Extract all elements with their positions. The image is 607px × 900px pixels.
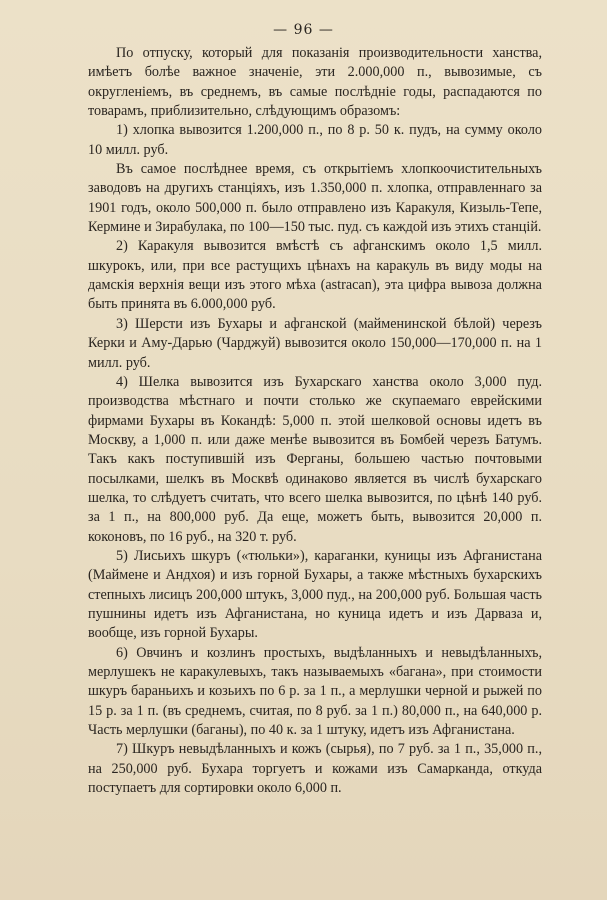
paragraph-cotton-factories: Въ самое послѣднее время, съ открытіемъ хлопкоочистительныхъ заводовъ на другихъ станціяхъ, изъ 1.350,000 п. хлопка, отправленнаго за 1901 годъ, около 500,000 п. было отправлено изъ Каракуля, Кизыль-Тепе, Кермине и Зирабулака, по 100—150 тыс. пуд. съ каждой изъ этихъ станцій. bbox=[88, 161, 542, 236]
paragraph-karakul: 2) Каракуля вывозится вмѣстѣ съ афганскимъ около 1,5 милл. шкурокъ, или, при все растущихъ цѣнахъ на каракуль въ виду моды на дамскія верхнія вещи изъ этого мѣха (astracan), эта цифра вывоза должна быть принята въ 6.000,000 руб. bbox=[88, 238, 542, 313]
paragraph-fox-skins: 5) Лисьихъ шкуръ («тюльки»), караганки, куницы изъ Афганистана (Маймене и Андхоя) и изъ горной Бухары, а также мѣстныхъ бухарскихъ степныхъ лисицъ 200,000 штукъ, 3,000 пуд., на 200,000 руб. Большая часть пушнины идетъ изъ Афганистана, но куница идетъ и изъ Дарваза и, вообще, изъ горной Бухары. bbox=[88, 547, 542, 642]
paragraph-cotton: 1) хлопка вывозится 1.200,000 п., по 8 р. 50 к. пудъ, на сумму около 10 милл. руб. bbox=[88, 122, 542, 158]
paragraph-wool: 3) Шерсти изъ Бухары и афганской (майменинской бѣлой) черезъ Керки и Аму-Дарью (Чарджуй) вывозится около 150,000—170,000 п. на 1 милл. руб. bbox=[88, 315, 542, 371]
paragraph-hides: 7) Шкуръ невыдѣланныхъ и кожъ (сырья), по 7 руб. за 1 п., 35,000 п., на 250,000 руб. Бухара торгуетъ и кожами изъ Самарканда, откуда поступаетъ для сортировки около 6,000 п. bbox=[88, 741, 542, 797]
paragraph-sheepskins: 6) Овчинъ и козлинъ простыхъ, выдѣланныхъ и невыдѣланныхъ, мерлушекъ не каракулевыхъ, такъ называемыхъ «багана», при стоимости шкуръ бараньихъ и козьихъ по 6 р. за 1 п., а мерлушки черной и рыжей по 15 р. за 1 п. (въ среднемъ, считая, по 8 руб. за 1 п.) 80,000 п., на 640,000 р. Часть мерлушки (баганы), по 40 к. за 1 штуку, идетъ изъ Афганистана. bbox=[88, 644, 542, 739]
paragraph-intro: По отпуску, который для показанія производительности ханства, имѣетъ болѣе важное значеніе, эти 2.000,000 п., вывозимые, съ округленіемъ, въ среднемъ, въ самые послѣдніе годы, распадаются по товарамъ, приблизительно, слѣдующимъ образомъ: bbox=[88, 45, 542, 120]
paragraph-silk: 4) Шелка вывозится изъ Бухарскаго ханства около 3,000 пуд. производства мѣстнаго и почти столько же скупаемаго еврейскими фирмами Бухары въ Кокандѣ: 5,000 п. этой шелковой основы идетъ въ Москву, а 1,000 п. или даже менѣе вывозится въ Бомбей черезъ Батумъ. Такъ какъ поступившій изъ Ферганы, большею частью почтовыми посылками, шелкъ въ Москвѣ одинаково является въ числѣ бухарскаго шелка, то слѣдуетъ считать, что всего шелка вывозится, по цѣнѣ 140 руб. за 1 п., на 800,000 руб. Да еще, можетъ быть, вывозится 20,000 п. коконовъ, по 16 руб., на 320 т. руб. bbox=[88, 373, 542, 545]
page-number: — 96 — bbox=[273, 22, 334, 38]
body-text bbox=[88, 44, 542, 798]
